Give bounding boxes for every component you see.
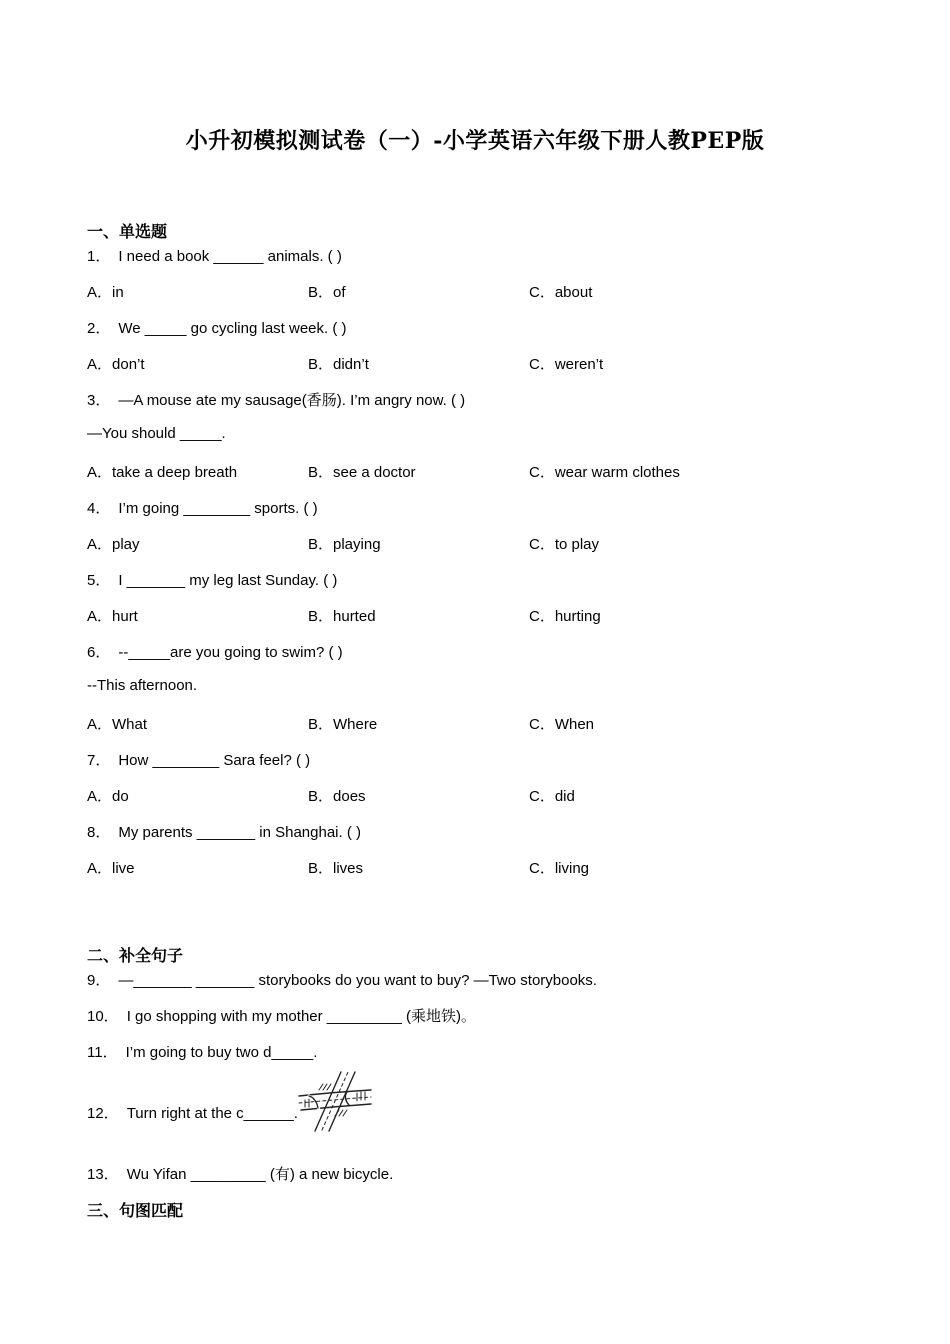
question-5 (87, 569, 337, 590)
question-2 (87, 317, 347, 338)
question-text: I go shopping with my mother _________ (乘地铁)。 (126, 1008, 477, 1025)
question-text: I’m going to buy two d_____. (125, 1044, 318, 1061)
question-11 (87, 1041, 317, 1062)
option-a[interactable]: A．do (87, 788, 129, 805)
option-c[interactable]: C．weren’t (529, 356, 604, 373)
section-heading-sentence-picture-matching: 三、句图匹配 (87, 1201, 184, 1220)
option-b[interactable]: B．see a doctor (308, 464, 416, 481)
question-6-line-2: --This afternoon. (87, 677, 198, 694)
question-number: 1． (87, 248, 111, 265)
option-c[interactable]: C．When (529, 716, 595, 733)
option-b[interactable]: B．does (308, 788, 366, 805)
question-1 (87, 245, 342, 266)
question-text: We _____ go cycling last week. ( ) (118, 320, 347, 337)
page-title: 小升初模拟测试卷（一）-小学英语六年级下册人教PEP版 (185, 128, 765, 154)
question-10 (87, 1005, 476, 1026)
question-number: 3． (87, 392, 111, 409)
question-3 (87, 389, 465, 410)
option-a[interactable]: A．in (87, 284, 124, 301)
question-text: My parents _______ in Shanghai. ( ) (118, 824, 361, 841)
option-c[interactable]: C．hurting (529, 608, 601, 625)
question-6 (87, 641, 343, 662)
option-a[interactable]: A．hurt (87, 608, 138, 625)
option-b[interactable]: B．lives (308, 860, 364, 877)
question-text: —A mouse ate my sausage(香肠). I’m angry now. ( ) (118, 392, 466, 409)
question-text: —_______ _______ storybooks do you want to buy? —Two storybooks. (118, 972, 597, 989)
option-a[interactable]: A．live (87, 860, 135, 877)
option-b[interactable]: B．Where (308, 716, 378, 733)
question-7 (87, 749, 310, 770)
question-number: 13． (87, 1166, 119, 1183)
option-c[interactable]: C．wear warm clothes (529, 464, 680, 481)
crossroads-illustration (297, 1070, 373, 1132)
section-heading-single-choice: 一、单选题 (87, 222, 168, 241)
option-a[interactable]: A．take a deep breath (87, 464, 238, 481)
question-number: 6． (87, 644, 111, 661)
question-number: 2． (87, 320, 111, 337)
question-text: I’m going ________ sports. ( ) (118, 500, 318, 517)
question-3-line-2: —You should _____. (87, 425, 226, 442)
option-b[interactable]: B．didn’t (308, 356, 369, 373)
question-number: 12． (87, 1105, 119, 1122)
question-text: Wu Yifan _________ (有) a new bicycle. (126, 1166, 394, 1183)
question-text: I need a book ______ animals. ( ) (118, 248, 342, 265)
option-b[interactable]: B．playing (308, 536, 381, 553)
question-12 (87, 1102, 298, 1123)
option-c[interactable]: C．did (529, 788, 575, 805)
question-number: 7． (87, 752, 111, 769)
option-a[interactable]: A．play (87, 536, 140, 553)
option-c[interactable]: C．to play (529, 536, 600, 553)
question-number: 5． (87, 572, 111, 589)
question-text: How ________ Sara feel? ( ) (118, 752, 311, 769)
question-text: --_____are you going to swim? ( ) (118, 644, 343, 661)
question-number: 9． (87, 972, 111, 989)
question-8 (87, 821, 361, 842)
question-4 (87, 497, 318, 518)
question-number: 10． (87, 1008, 119, 1025)
option-a[interactable]: A．What (87, 716, 148, 733)
option-a[interactable]: A．don’t (87, 356, 145, 373)
question-9 (87, 969, 597, 990)
question-number: 11． (87, 1044, 118, 1061)
option-b[interactable]: B．of (308, 284, 346, 301)
question-number: 8． (87, 824, 111, 841)
question-text: Turn right at the c______. (126, 1105, 298, 1122)
question-13 (87, 1163, 393, 1184)
question-text: I _______ my leg last Sunday. ( ) (118, 572, 338, 589)
section-heading-complete-sentences: 二、补全句子 (87, 946, 184, 965)
question-number: 4． (87, 500, 111, 517)
option-c[interactable]: C．living (529, 860, 590, 877)
option-b[interactable]: B．hurted (308, 608, 376, 625)
option-c[interactable]: C．about (529, 284, 593, 301)
